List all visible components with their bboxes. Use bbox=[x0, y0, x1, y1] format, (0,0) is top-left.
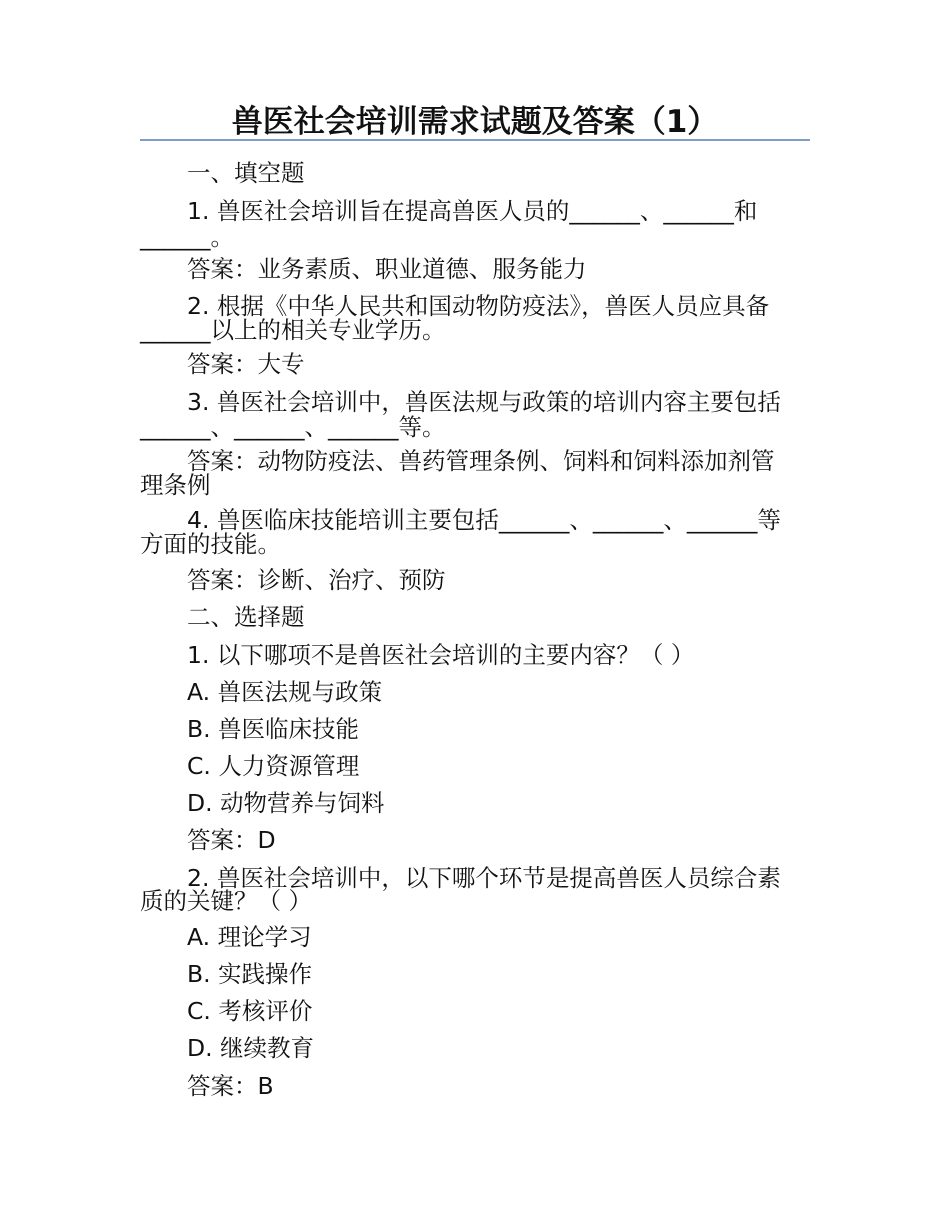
fill-answer-4: 答案：诊断、治疗、预防 bbox=[187, 566, 446, 594]
choice-question-1: 1. 以下哪项不是兽医社会培训的主要内容？（ ） bbox=[187, 641, 695, 669]
choice-question-2-line-1: 2. 兽医社会培训中，以下哪个环节是提高兽医人员综合素 bbox=[187, 864, 781, 892]
fill-answer-3-line-1: 答案：动物防疫法、兽药管理条例、饲料和饲料添加剂管 bbox=[187, 447, 775, 475]
choice-2-option-a: A. 理论学习 bbox=[187, 923, 312, 951]
document-title: 兽医社会培训需求试题及答案（1） bbox=[231, 104, 719, 140]
fill-answer-2: 答案：大专 bbox=[187, 350, 305, 378]
choice-1-option-b: B. 兽医临床技能 bbox=[187, 715, 360, 743]
choice-2-option-d: D. 继续教育 bbox=[187, 1034, 315, 1062]
section-heading-fill-blank: 一、填空题 bbox=[187, 159, 305, 187]
fill-question-3-line-2: ______、______、______等。 bbox=[140, 413, 446, 441]
choice-answer-1: 答案：D bbox=[187, 826, 276, 854]
choice-question-2-line-2: 质的关键？（ ） bbox=[140, 887, 312, 915]
fill-answer-1: 答案：业务素质、职业道德、服务能力 bbox=[187, 255, 587, 283]
fill-question-2-line-1: 2. 根据《中华人民共和国动物防疫法》，兽医人员应具备 bbox=[187, 292, 770, 320]
fill-question-4-line-1: 4. 兽医临床技能培训主要包括______、______、______等 bbox=[187, 506, 781, 534]
choice-1-option-a: A. 兽医法规与政策 bbox=[187, 678, 383, 706]
fill-answer-3-line-2: 理条例 bbox=[140, 471, 211, 499]
fill-question-1-line-1: 1. 兽医社会培训旨在提高兽医人员的______、______和 bbox=[187, 197, 758, 225]
choice-2-option-b: B. 实践操作 bbox=[187, 960, 313, 988]
choice-1-option-d: D. 动物营养与饲料 bbox=[187, 789, 385, 817]
choice-2-option-c: C. 考核评价 bbox=[187, 997, 313, 1025]
fill-question-1-line-2: ______。 bbox=[140, 223, 234, 251]
fill-question-3-line-1: 3. 兽医社会培训中，兽医法规与政策的培训内容主要包括 bbox=[187, 388, 781, 416]
choice-answer-2: 答案：B bbox=[187, 1072, 274, 1100]
fill-question-2-line-2: ______以上的相关专业学历。 bbox=[140, 316, 446, 344]
section-heading-choice: 二、选择题 bbox=[187, 603, 305, 631]
choice-1-option-c: C. 人力资源管理 bbox=[187, 752, 360, 780]
fill-question-4-line-2: 方面的技能。 bbox=[140, 530, 281, 558]
title-underline bbox=[140, 139, 810, 141]
